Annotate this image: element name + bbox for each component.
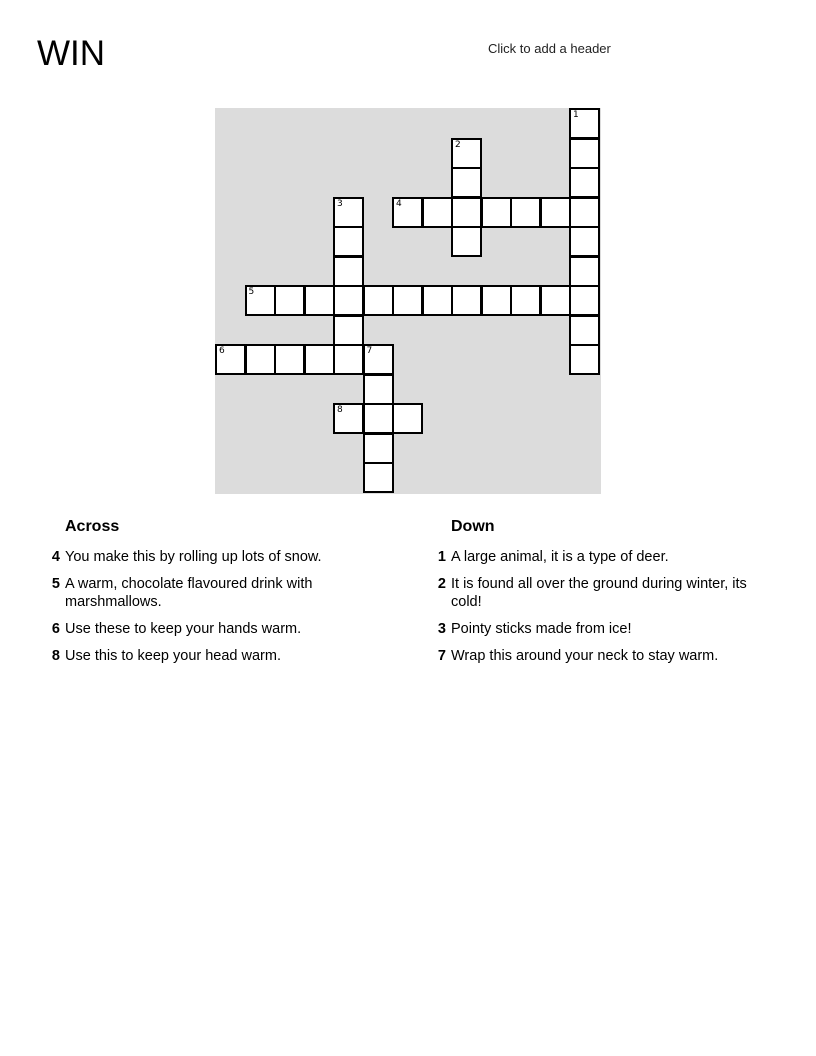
crossword-cell[interactable]: [363, 285, 394, 316]
clue-number: 4: [51, 549, 60, 565]
crossword-cell[interactable]: [510, 285, 541, 316]
clue-text: A warm, chocolate flavoured drink with marshmallows.: [65, 576, 313, 610]
crossword-cell[interactable]: [333, 344, 364, 375]
crossword-cell[interactable]: [363, 374, 394, 405]
crossword-cell[interactable]: [451, 226, 482, 257]
crossword-cell[interactable]: [481, 285, 512, 316]
crossword-cell[interactable]: [333, 403, 364, 434]
crossword-cell[interactable]: [392, 197, 423, 228]
crossword-cell[interactable]: [274, 344, 305, 375]
clue-number: 6: [51, 621, 60, 637]
crossword-cell[interactable]: [422, 285, 453, 316]
cell-number: 3: [337, 198, 343, 209]
down-heading: Down: [451, 518, 495, 535]
crossword-cell[interactable]: [569, 226, 600, 257]
crossword-cell[interactable]: [569, 167, 600, 198]
crossword-cell[interactable]: [333, 256, 364, 287]
across-clue-list: [50, 548, 350, 674]
cell-number: 6: [219, 346, 225, 356]
clue-text: It is found all over the ground during winter, its cold!: [451, 576, 747, 610]
crossword-cell[interactable]: [569, 108, 600, 139]
clue-text: Pointy sticks made from ice!: [451, 621, 632, 637]
cell-number: 4: [396, 198, 402, 209]
crossword-cell[interactable]: [245, 344, 276, 375]
crossword-cell[interactable]: [569, 138, 600, 169]
crossword-cell[interactable]: [569, 197, 600, 228]
cell-number: 8: [337, 405, 343, 415]
clue-text: Wrap this around your neck to stay warm.: [451, 648, 719, 664]
across-clue: [50, 647, 350, 665]
crossword-cell[interactable]: [569, 285, 600, 316]
clue-number: 2: [437, 576, 446, 592]
down-clue: [436, 575, 766, 611]
crossword-cell[interactable]: [333, 197, 364, 228]
across-clue: [50, 548, 350, 566]
crossword-cell[interactable]: [304, 344, 335, 375]
page-title: WIN: [37, 34, 106, 73]
crossword-cell[interactable]: [451, 285, 482, 316]
across-clue: [50, 620, 350, 638]
clue-text: Use this to keep your head warm.: [65, 648, 281, 664]
clue-number: 8: [51, 648, 60, 664]
crossword-cell[interactable]: [392, 403, 423, 434]
crossword-cell[interactable]: [481, 197, 512, 228]
clue-number: 3: [437, 621, 446, 637]
cell-number: 5: [248, 287, 255, 297]
crossword-cell[interactable]: [451, 138, 482, 169]
cell-number: 1: [573, 110, 579, 120]
cell-number: 7: [366, 346, 373, 356]
clue-number: 5: [51, 576, 60, 592]
crossword-cell[interactable]: [569, 256, 600, 287]
clue-text: You make this by rolling up lots of snow.: [65, 549, 322, 565]
crossword-cell[interactable]: [451, 197, 482, 228]
crossword-cell[interactable]: [304, 285, 335, 316]
header-placeholder[interactable]: Click to add a header: [488, 41, 611, 56]
crossword-cell[interactable]: [333, 315, 364, 346]
crossword-cell[interactable]: [363, 344, 394, 375]
clue-number: 1: [437, 549, 446, 565]
crossword-cell[interactable]: [510, 197, 541, 228]
crossword-cell[interactable]: [363, 433, 394, 464]
crossword-cell[interactable]: [540, 285, 571, 316]
down-clue: [436, 647, 766, 665]
across-heading: Across: [65, 518, 120, 535]
crossword-cell[interactable]: [274, 285, 305, 316]
crossword-cell[interactable]: [540, 197, 571, 228]
crossword-cell[interactable]: [363, 462, 394, 493]
clue-number: 7: [437, 648, 446, 664]
crossword-cell[interactable]: [569, 344, 600, 375]
down-clue: [436, 548, 766, 566]
down-clue-list: [436, 548, 766, 674]
crossword-cell[interactable]: [451, 167, 482, 198]
clue-text: Use these to keep your hands warm.: [65, 621, 302, 637]
crossword-cell[interactable]: [422, 197, 453, 228]
crossword-cell[interactable]: [215, 344, 246, 375]
cell-number: 2: [455, 139, 461, 150]
across-clue: [50, 575, 350, 611]
crossword-cell[interactable]: [245, 285, 276, 316]
down-clue: [436, 620, 766, 638]
crossword-cell[interactable]: [333, 285, 364, 316]
crossword-grid: [215, 108, 601, 494]
clue-text: A large animal, it is a type of deer.: [451, 549, 669, 565]
crossword-cell[interactable]: [333, 226, 364, 257]
crossword-cell[interactable]: [569, 315, 600, 346]
crossword-cell[interactable]: [392, 285, 423, 316]
crossword-cell[interactable]: [363, 403, 394, 434]
